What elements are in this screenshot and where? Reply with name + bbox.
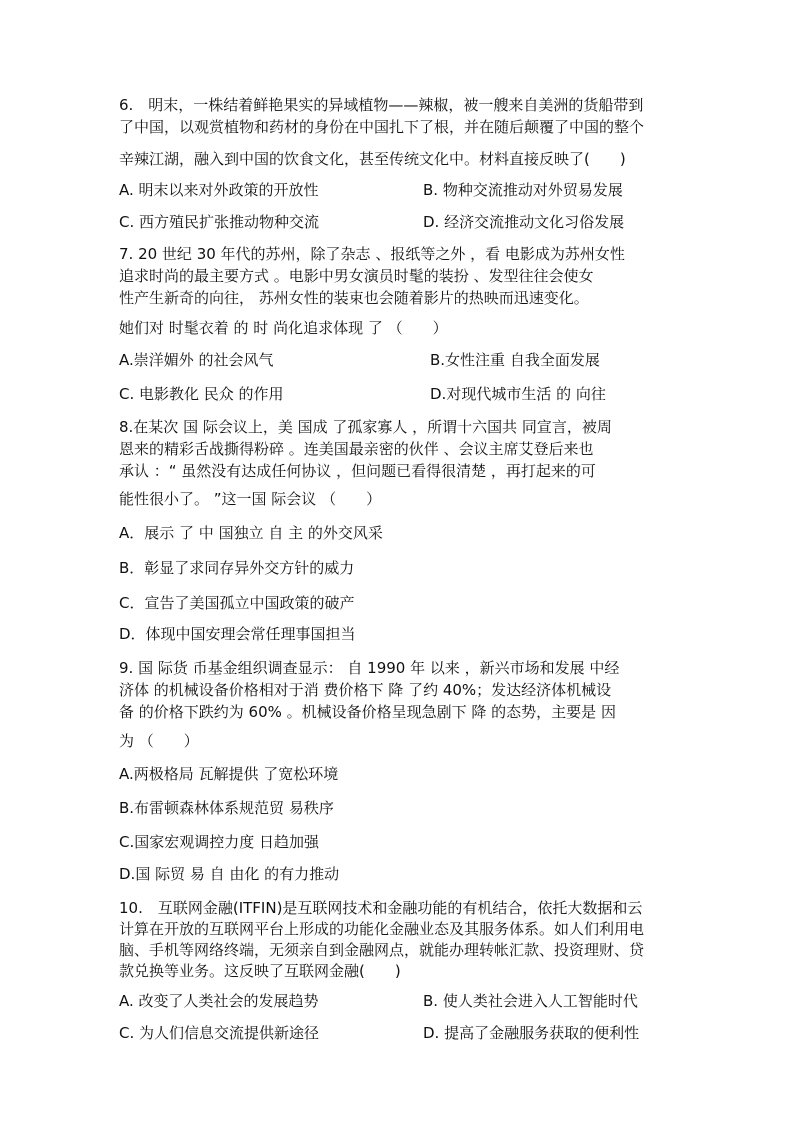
question-9-line-3: 备 的价格下跌约为 60% 。机械设备价格呈现急剧下 降 的态势，主要是 因 [119,703,616,721]
question-10-line-4: 款兑换等业务。这反映了互联网金融( ) [119,962,401,980]
question-9-option-d: D.国 际贸 易 自 由化 的有力推动 [119,865,340,883]
question-6-option-b: B. 物种交流推动对外贸易发展 [423,181,623,199]
question-10-line-1: 10. 互联网金融(ITFIN)是互联网技术和金融功能的有机结合，依托大数据和云 [119,899,643,917]
question-9-line-4: 为 （ ） [119,732,199,750]
question-7-option-d: D.对现代城市生活 的 向往 [430,385,606,403]
question-10-option-b: B. 使人类社会进入人工智能时代 [423,992,638,1010]
question-10-option-a: A. 改变了人类社会的发展趋势 [119,992,319,1010]
question-8-line-2: 恩来的精彩舌战撕得粉碎 。连美国最亲密的伙伴 、会议主席艾登后来也 [119,440,594,458]
question-6-option-d: D. 经济交流推动文化习俗发展 [423,213,625,231]
question-8-option-c: C．宣告了美国孤立中国政策的破产 [119,594,355,612]
question-7-option-c: C. 电影教化 民众 的作用 [119,385,284,403]
question-9-option-b: B.布雷顿森林体系规范贸 易秩序 [119,799,334,817]
question-6-option-a: A. 明末以来对外政策的开放性 [119,181,319,199]
question-9-line-1: 9. 国 际货 币基金组织调查显示： 自 1990 年 以来 ，新兴市场和发展 中经 [119,659,620,677]
question-6-line-1: 6. 明末，一株结着鲜艳果实的异域植物——辣椒，被一艘来自美洲的货船带到 [119,96,644,114]
question-10-option-c: C. 为人们信息交流提供新途径 [119,1024,320,1042]
question-7-line-3: 性产生新奇的向往， 苏州女性的装束也会随着影片的热映而迅速变化。 [119,289,589,307]
question-9-option-a: A.两极格局 瓦解提供 了宽松环境 [119,765,339,783]
question-8-option-b: B．彰显了求同存异外交方针的威力 [119,559,355,577]
question-8-option-a: A．展示 了 中 国独立 自 主 的外交风采 [119,524,383,542]
question-10-option-d: D. 提高了金融服务获取的便利性 [423,1024,640,1042]
question-9-option-c: C.国家宏观调控力度 日趋加强 [119,833,320,851]
question-8-option-d: D．体现中国安理会常任理事国担当 [119,625,356,643]
question-7-line-2: 追求时尚的最主要方式 。电影中男女演员时髦的装扮 、发型往往会使女 [119,267,594,285]
question-10-line-3: 脑、手机等网络终端，无须亲自到金融网点，就能办理转帐汇款、投资理财、贷 [119,941,645,959]
question-7-line-1: 7. 20 世纪 30 年代的苏州，除了杂志 、报纸等之外 ，看 电影成为苏州女性 [119,245,625,263]
question-7-option-a: A.崇洋媚外 的社会风气 [119,351,274,369]
question-9-line-2: 济体 的机械设备价格相对于消 费价格下 降 了约 40%；发达经济体机械设 [119,681,612,699]
question-6-line-3: 辛辣江湖，融入到中国的饮食文化，甚至传统文化中。材料直接反映了( ) [119,150,626,168]
question-6-line-2: 了中国，以观赏植物和药材的身份在中国扎下了根，并在随后颠覆了中国的整个 [119,118,645,136]
question-6-option-c: C. 西方殖民扩张推动物种交流 [119,213,320,231]
question-8-line-1: 8.在某次 国 际会议上，美 国成 了孤家寡人 ，所谓十六国共 同宣言，被周 [119,418,612,436]
question-10-line-2: 计算在开放的互联网平台上形成的功能化金融业态及其服务体系。如人们利用电 [119,920,645,938]
question-7-line-4: 她们对 时髦衣着 的 时 尚化追求体现 了 （ ） [119,319,448,337]
question-7-option-b: B.女性注重 自我全面发展 [430,351,600,369]
question-8-line-3: 承认 ：“ 虽然没有达成任何协议 ，但问题已看得很清楚 ，再打起来的可 [119,462,596,480]
question-8-line-4: 能性很小了。 ”这一国 际会议 （ ） [119,490,382,508]
